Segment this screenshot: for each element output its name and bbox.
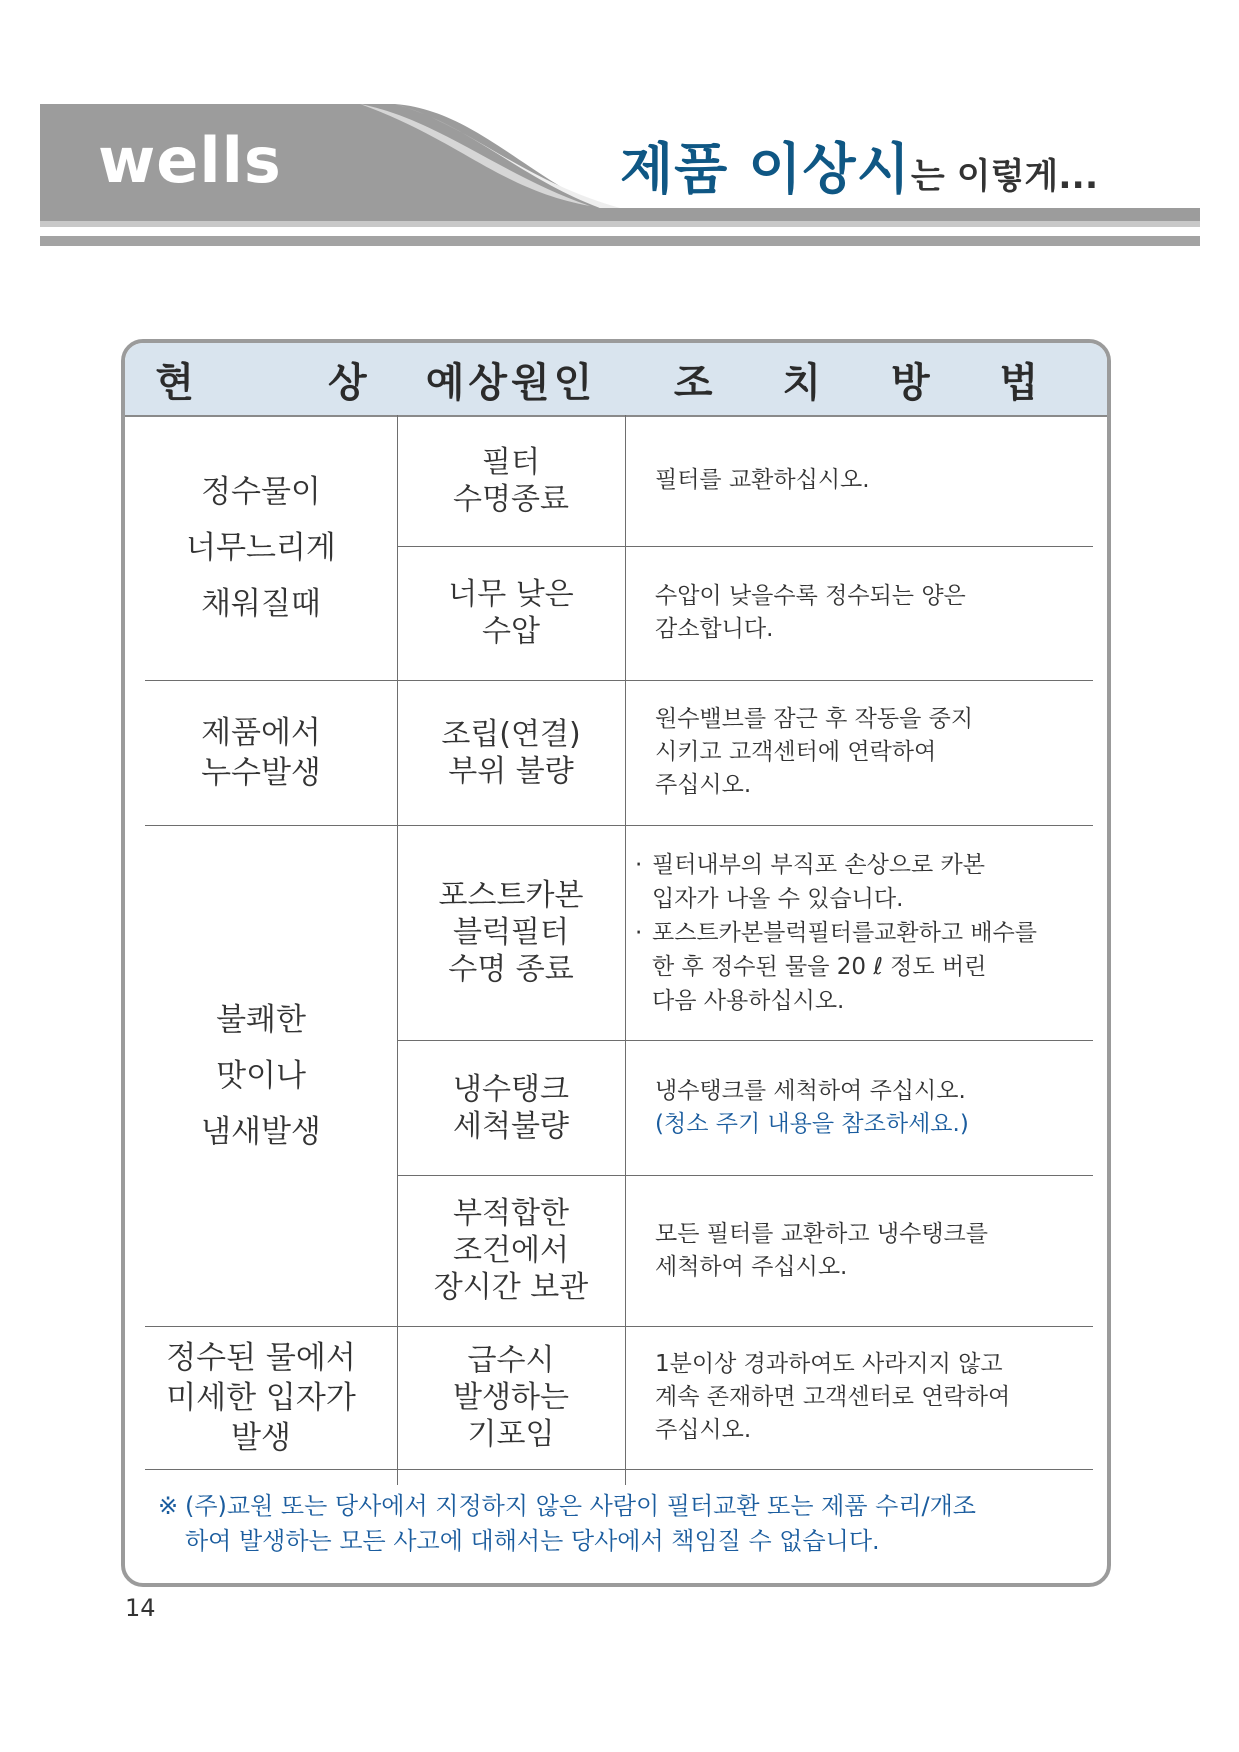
page-title	[620, 137, 1099, 201]
cause-line: 기포임	[467, 1417, 555, 1452]
cause-cell	[397, 1040, 625, 1175]
page-number: 14	[125, 1594, 156, 1622]
cause-cell	[397, 415, 625, 546]
action-line: 모든 필터를 교환하고 냉수탱크를	[655, 1220, 988, 1247]
cause-line: 부적합한	[453, 1196, 569, 1231]
page-title-highlight: 제품 이상시	[620, 137, 911, 201]
cause-line: 발생하는	[453, 1380, 569, 1415]
column-header-action: 조 치 방 법	[673, 359, 1067, 406]
action-line: 수압이 낮을수록 정수되는 양은	[655, 583, 966, 609]
bullet-line: 입자가 나올 수 있습니다.	[652, 885, 904, 912]
action-cell	[625, 825, 1093, 1040]
cause-line: 세척불량	[453, 1108, 569, 1144]
symptom-line: 정수물이	[201, 473, 321, 510]
disclaimer-line: 하여 발생하는 모든 사고에 대해서는 당사에서 책임질 수 없습니다.	[185, 1527, 880, 1555]
symptom-line: 발생	[231, 1419, 291, 1456]
symptom-line: 채워질때	[201, 585, 321, 622]
action-line: 1분이상 경과하여도 사라지지 않고	[655, 1351, 1003, 1377]
bullet-line: 다음 사용하십시오.	[652, 987, 845, 1014]
cause-cell	[397, 825, 625, 1040]
action-line: 세척하여 주십시오.	[655, 1253, 848, 1280]
row-divider	[145, 1469, 1093, 1470]
action-cell	[625, 1326, 1093, 1469]
troubleshooting-table	[121, 339, 1111, 1587]
action-cell	[625, 546, 1093, 680]
symptom-line: 누수발생	[201, 754, 321, 791]
symptom-line: 제품에서	[201, 714, 321, 751]
symptom-cell	[125, 1326, 397, 1469]
cause-cell	[397, 1326, 625, 1469]
page-header	[0, 0, 1239, 260]
action-line: 시키고 고객센터에 연락하여	[655, 739, 937, 765]
page-title-rest: 는 이렇게...	[910, 157, 1099, 197]
symptom-line: 미세한 입자가	[166, 1379, 356, 1416]
action-line: 원수밸브를 잠근 후 작동을 중지	[655, 706, 974, 732]
symptom-line: 불쾌한	[216, 1001, 306, 1038]
symptom-line: 정수된 물에서	[166, 1339, 356, 1376]
bullet-dot: ·	[635, 851, 643, 878]
cause-line: 수압	[482, 614, 540, 649]
cause-line: 부위 불량	[448, 753, 574, 789]
reference-mark: ※	[158, 1492, 179, 1520]
disclaimer-note	[158, 1489, 1083, 1559]
cause-line: 냉수탱크	[453, 1071, 569, 1107]
symptom-cell	[125, 680, 397, 825]
action-line: 감소합니다.	[655, 616, 774, 642]
bullet-line: 필터내부의 부직포 손상으로 카본	[652, 851, 985, 878]
bullet-line: 포스트카본블럭필터를교환하고 배수를	[652, 919, 1038, 946]
action-cell	[625, 1175, 1093, 1326]
column-header-cause: 예상원인	[425, 359, 597, 406]
cause-line: 포스트카본	[438, 878, 584, 913]
column-header-symptom: 현 상	[155, 359, 427, 406]
symptom-line: 냄새발생	[201, 1113, 321, 1150]
action-line: 계속 존재하면 고객센터로 연락하여	[655, 1384, 1011, 1410]
action-line: 주십시오.	[655, 1417, 752, 1443]
cause-line: 수명종료	[453, 481, 569, 517]
bullet-dot: ·	[635, 919, 643, 946]
cause-cell	[397, 1175, 625, 1326]
cause-line: 블럭필터	[453, 915, 569, 950]
action-cell	[625, 680, 1093, 825]
disclaimer-line: (주)교원 또는 당사에서 지정하지 않은 사람이 필터교환 또는 제품 수리/개조	[185, 1492, 976, 1520]
cause-line: 급수시	[467, 1343, 555, 1378]
cause-cell	[397, 546, 625, 680]
action-line: 냉수탱크를 세척하여 주십시오.	[655, 1077, 966, 1104]
cause-line: 필터	[482, 444, 540, 480]
bullet-item	[635, 848, 1037, 916]
bullet-item	[635, 916, 1037, 1018]
cause-line: 수명 종료	[448, 952, 574, 987]
action-line: 주십시오.	[655, 772, 752, 798]
action-cell	[625, 415, 1093, 546]
symptom-line: 맛이나	[216, 1057, 306, 1094]
cause-line: 조립(연결)	[441, 716, 581, 752]
symptom-line: 너무느리게	[186, 529, 336, 566]
action-cell	[625, 1040, 1093, 1175]
action-note: (청소 주기 내용을 참조하세요.)	[655, 1110, 969, 1137]
brand-logo: wells	[98, 124, 282, 197]
bullet-line: 한 후 정수된 물을 20 ℓ 정도 버린	[652, 953, 987, 980]
cause-line: 장시간 보관	[433, 1270, 589, 1305]
cause-cell	[397, 680, 625, 825]
symptom-cell	[125, 825, 397, 1326]
action-line: 필터를 교환하십시오.	[655, 467, 870, 493]
cause-line: 조건에서	[453, 1233, 569, 1268]
symptom-cell	[125, 415, 397, 680]
table-header	[125, 343, 1107, 417]
cause-line: 너무 낮은	[448, 577, 574, 612]
